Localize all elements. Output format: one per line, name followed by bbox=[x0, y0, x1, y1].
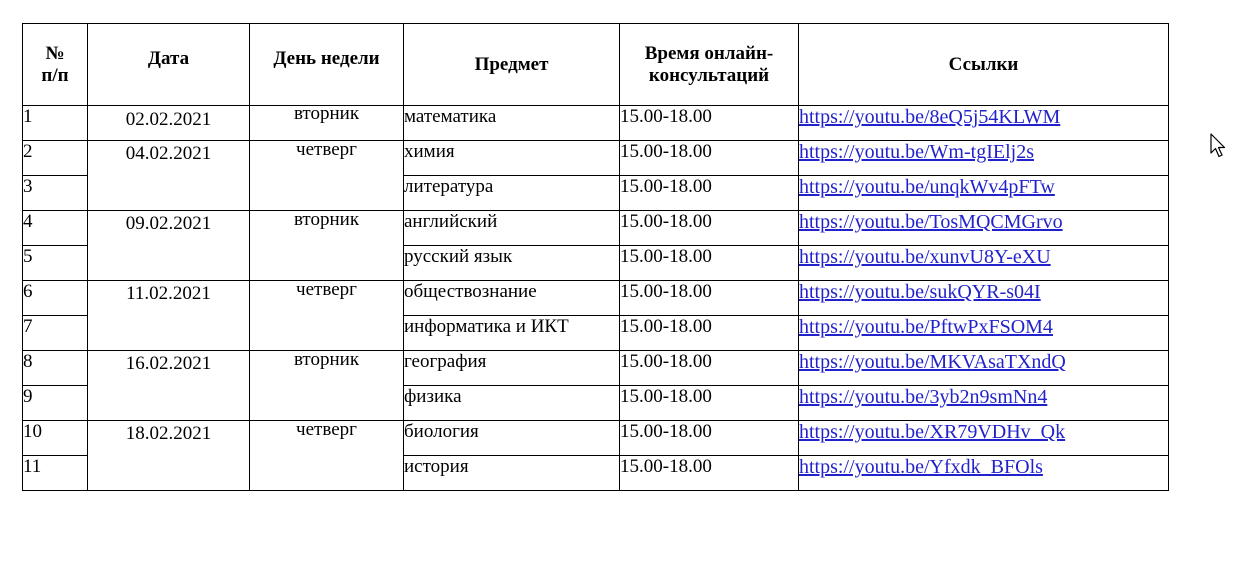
subject-cell: математика bbox=[404, 106, 620, 141]
time-cell: 15.00-18.00 bbox=[620, 246, 799, 281]
mouse-pointer-icon bbox=[1210, 133, 1228, 159]
subject-cell: химия bbox=[404, 141, 620, 176]
row-number: 5 bbox=[23, 246, 88, 281]
subject-cell: английский bbox=[404, 211, 620, 246]
weekday-text: четверг bbox=[296, 419, 357, 440]
weekday-cell bbox=[250, 421, 404, 491]
youtube-link[interactable]: https://youtu.be/PftwPxFSOM4 bbox=[799, 316, 1053, 338]
table-row bbox=[23, 211, 1169, 246]
date-text: 16.02.2021 bbox=[125, 353, 212, 374]
time-cell: 15.00-18.00 bbox=[620, 386, 799, 421]
row-number: 8 bbox=[23, 351, 88, 386]
consultation-schedule-table bbox=[22, 23, 1169, 491]
youtube-link[interactable]: https://youtu.be/3yb2n9smNn4 bbox=[799, 386, 1048, 408]
row-number: 7 bbox=[23, 316, 88, 351]
link-cell bbox=[799, 351, 1169, 386]
table-row bbox=[23, 421, 1169, 456]
link-cell bbox=[799, 456, 1169, 491]
weekday-cell bbox=[250, 281, 404, 351]
row-number: 11 bbox=[23, 456, 88, 491]
subject-cell: русский язык bbox=[404, 246, 620, 281]
link-cell bbox=[799, 106, 1169, 141]
time-cell: 15.00-18.00 bbox=[620, 141, 799, 176]
weekday-cell bbox=[250, 141, 404, 211]
youtube-link[interactable]: https://youtu.be/xunvU8Y-eXU bbox=[799, 246, 1051, 268]
date-text: 18.02.2021 bbox=[125, 423, 212, 444]
youtube-link[interactable]: https://youtu.be/Wm-tgIElj2s bbox=[799, 141, 1034, 163]
weekday-cell bbox=[250, 351, 404, 421]
weekday-cell bbox=[250, 211, 404, 281]
youtube-link[interactable]: https://youtu.be/TosMQCMGrvo bbox=[799, 211, 1063, 233]
date-cell bbox=[88, 141, 250, 211]
youtube-link[interactable]: https://youtu.be/MKVAsaTXndQ bbox=[799, 351, 1066, 373]
youtube-link[interactable]: https://youtu.be/unqkWv4pFTw bbox=[799, 176, 1055, 198]
subject-cell: география bbox=[404, 351, 620, 386]
row-number: 1 bbox=[23, 106, 88, 141]
row-number: 9 bbox=[23, 386, 88, 421]
weekday-text: четверг bbox=[296, 139, 357, 160]
subject-cell: информатика и ИКТ bbox=[404, 316, 620, 351]
subject-cell: физика bbox=[404, 386, 620, 421]
header-links: Ссылки bbox=[799, 24, 1169, 106]
link-cell bbox=[799, 281, 1169, 316]
date-cell bbox=[88, 351, 250, 421]
header-day: День недели bbox=[250, 24, 404, 106]
table-row bbox=[23, 351, 1169, 386]
link-cell bbox=[799, 211, 1169, 246]
weekday-text: вторник bbox=[293, 209, 360, 230]
subject-cell: литература bbox=[404, 176, 620, 211]
table-row bbox=[23, 106, 1169, 141]
subject-cell: обществознание bbox=[404, 281, 620, 316]
date-cell bbox=[88, 281, 250, 351]
row-number: 10 bbox=[23, 421, 88, 456]
youtube-link[interactable]: https://youtu.be/sukQYR-s04I bbox=[799, 281, 1041, 303]
link-cell bbox=[799, 246, 1169, 281]
table-row bbox=[23, 141, 1169, 176]
date-cell bbox=[88, 106, 250, 141]
date-text: 09.02.2021 bbox=[125, 213, 212, 234]
table-body bbox=[23, 103, 1169, 491]
date-text: 04.02.2021 bbox=[125, 143, 212, 164]
table-header-row bbox=[23, 24, 1169, 106]
youtube-link[interactable]: https://youtu.be/XR79VDHv_Qk bbox=[799, 421, 1066, 443]
table-row bbox=[23, 281, 1169, 316]
time-cell: 15.00-18.00 bbox=[620, 176, 799, 211]
link-cell bbox=[799, 176, 1169, 211]
time-cell: 15.00-18.00 bbox=[620, 211, 799, 246]
link-cell bbox=[799, 141, 1169, 176]
date-text: 11.02.2021 bbox=[126, 283, 211, 304]
time-cell: 15.00-18.00 bbox=[620, 456, 799, 491]
link-cell bbox=[799, 386, 1169, 421]
row-number: 2 bbox=[23, 141, 88, 176]
row-number: 4 bbox=[23, 211, 88, 246]
header-time: Время онлайн- консультаций bbox=[620, 24, 799, 106]
subject-cell: история bbox=[404, 456, 620, 491]
youtube-link[interactable]: https://youtu.be/8eQ5j54KLWM bbox=[799, 106, 1061, 128]
youtube-link[interactable]: https://youtu.be/Yfxdk_BFOls bbox=[799, 456, 1043, 478]
subject-cell: биология bbox=[404, 421, 620, 456]
date-cell bbox=[88, 211, 250, 281]
date-cell bbox=[88, 421, 250, 491]
row-number: 6 bbox=[23, 281, 88, 316]
row-number: 3 bbox=[23, 176, 88, 211]
weekday-cell bbox=[250, 103, 404, 141]
time-cell: 15.00-18.00 bbox=[620, 316, 799, 351]
weekday-text: вторник bbox=[293, 349, 360, 370]
date-text: 02.02.2021 bbox=[125, 109, 212, 130]
time-cell: 15.00-18.00 bbox=[620, 351, 799, 386]
time-cell: 15.00-18.00 bbox=[620, 281, 799, 316]
weekday-text: четверг bbox=[296, 279, 357, 300]
header-num: № п/п bbox=[23, 24, 88, 106]
link-cell bbox=[799, 316, 1169, 351]
time-cell: 15.00-18.00 bbox=[620, 421, 799, 456]
time-cell: 15.00-18.00 bbox=[620, 106, 799, 141]
header-subject: Предмет bbox=[404, 24, 620, 106]
header-date: Дата bbox=[88, 24, 250, 106]
link-cell bbox=[799, 421, 1169, 456]
weekday-text: вторник bbox=[293, 103, 360, 124]
